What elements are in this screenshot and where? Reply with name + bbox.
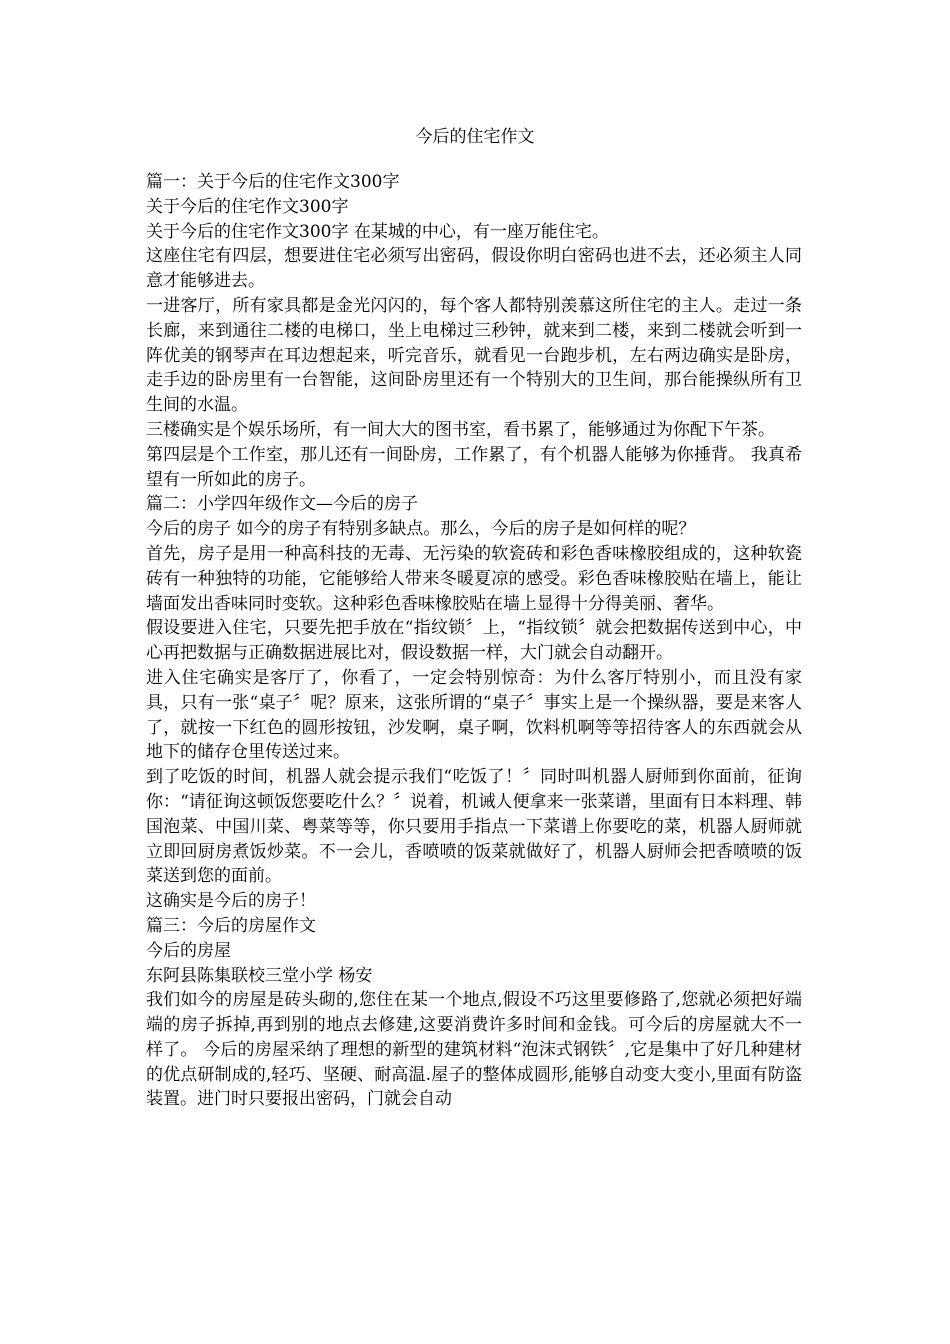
paragraph: 这座住宅有四层，想要进住宅必须写出密码，假设你明白密码也进不去，还必须主人同意才能够进去。 xyxy=(146,246,802,292)
paragraph: 到了吃饭的时间，机器人就会提示我们“吃饭了！〞同时叫机器人厨师到你面前，征询你：“请征询这顿饭您要吃什么？〞说着，机诫人便拿来一张菜谱，里面有日本料理、韩国泡菜、中国川菜、粤菜等等，你只要用手指点一下菜谱上你要吃的菜，机器人厨师就立即回厨房煮饭炒菜。不一会儿，香喷喷的饭菜就做好了，机器人厨师会把香喷喷的饭菜送到您的面前。 xyxy=(146,767,802,887)
paragraph: 今后的房屋 xyxy=(146,940,231,961)
section-heading: 篇一：关于今后的住宅作文300字 xyxy=(146,172,400,192)
paragraph: 第四层是个工作室，那儿还有一间卧房，工作累了，有个机器人能够为你捶背。 我真希望有一所如此的房子。 xyxy=(146,444,802,490)
paragraph: 三楼确实是个娱乐场所，有一间大大的图书室，看书累了，能够通过为你配下午茶。 xyxy=(146,419,775,440)
paragraph: 进入住宅确实是客厅了，你看了，一定会特别惊奇：为什么客厅特别小，而且没有家具，只有一张“桌子〞呢？原来，这张所谓的“桌子〞事实上是一个操纵器，要是来客人了，就按一下红色的圆形按钮，沙发啊，桌子啊，饮料机啊等等招待客人的东西就会从地下的储存仓里传送过来。 xyxy=(146,667,802,763)
paragraph: 假设要进入住宅，只要先把手放在“指纹锁〞上，“指纹锁〞就会把数据传送到中心，中心再把数据与正确数据进展比对，假设数据一样，大门就会自动翻开。 xyxy=(146,618,802,664)
paragraph: 一进客厅，所有家具都是金光闪闪的，每个客人都特别羡慕这所住宅的主人。走过一条长廊，来到通往二楼的电梯口，坐上电梯过三秒钟，就来到二楼，来到二楼就会听到一阵优美的钢琴声在耳边想起来，听完音乐，就看见一台跑步机，左右两边确实是卧房，走手边的卧房里有一台智能，这间卧房里还有一个特别大的卫生间，那台能操纵所有卫生间的水温。 xyxy=(146,295,802,416)
paragraph: 这确实是今后的房子！ xyxy=(146,891,316,912)
document-title: 今后的住宅作文 xyxy=(415,127,535,147)
author-line: 东阿县陈集联校三堂小学 杨安 xyxy=(146,965,373,986)
paragraph: 我们如今的房屋是砖头砌的,您住在某一个地点,假设不巧这里要修路了,您就必须把好端端的房子拆掉,再到别的地点去修建,这要消费许多时间和金钱。可今后的房屋就大不一样了。 今后的房屋采纳了理想的新型的建筑材料“泡沫式钢铁〞,它是集中了好几种建材的优点研制成的,轻巧、坚硬、耐高温.屋子的整体成圆形,能够自动变大变小,里面有防盗装置。进门时只要报出密码，门就会自动 xyxy=(146,990,802,1110)
document-body xyxy=(146,170,802,1112)
paragraph: 关于今后的住宅作文300字 在某城的中心，有一座万能住宅。 xyxy=(146,221,609,242)
section-heading: 篇二：小学四年级作文—今后的房子 xyxy=(146,494,418,515)
section-heading: 篇三：今后的房屋作文 xyxy=(146,915,316,936)
paragraph: 今后的房子 如今的房子有特别多缺点。那么，今后的房子是如何样的呢？ xyxy=(146,519,696,540)
paragraph: 关于今后的住宅作文300字 xyxy=(146,196,349,217)
paragraph: 首先，房子是用一种高科技的无毒、无污染的软瓷砖和彩色香味橡胶组成的，这种软瓷砖有一种独特的功能，它能够给人带来冬暖夏凉的感受。彩色香味橡胶贴在墙上，能让墙面发出香味同时变软。这种彩色香味橡胶贴在墙上显得十分得美丽、奢华。 xyxy=(146,543,802,614)
